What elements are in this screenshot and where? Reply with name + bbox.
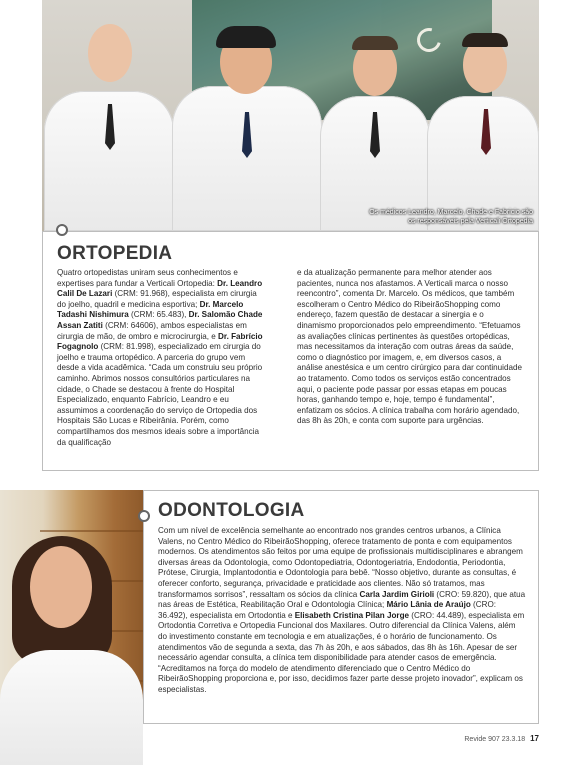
doctors-photo xyxy=(42,0,539,231)
text-run: (CRM: 81.998), especializado em cirurgia do joelho e trauma ortopédico. A parceria do grupo vem desde a vida acadêmica. “Cada um construiu seu próprio caminho. Abrimos nossos consultórios particulares na cidade, o Chade se destacou à frente do Hospital Especializado, enquanto Fabrício, Leandro e eu assumimos a coordenação do serviço de Ortopedia dos Hospitais São Lucas e Ribeirânia. Porém, como compartilhamos dos mesmos ideais sobre a importância da qualificação xyxy=(57,342,263,447)
text-run: (CRO: 44.489), especialista em Ortodontia Corretiva e Ortopedia Funcional dos Maxilares. Outro diferencial da Clínica Valens, além do investimento constante em tecnologia e em atualizações, é o horário de funcionamento. Os atendimentos vão de segunda a sexta, das 7h às 20h, e aos sábados, das 8h às 16h. Apesar de ser necessário agendar consulta, a clínica tem disponibilidade para atender casos de emergência. “Acreditamos na força do modelo de atendimento diferenciado que o Centro Médico do RibeirãoShopping proporciona e, por isso, decidimos fazer parte desse projeto inovador”, explicam os especialistas. xyxy=(158,610,525,694)
text-run: (CRO: 59.820), que atua nas áreas de Estética, Reabilitação Oral e Odontologia Clínica; xyxy=(158,589,526,610)
dentist-photo xyxy=(0,490,143,765)
section-title: ORTOPEDIA xyxy=(57,243,173,264)
text-run: (CRM: 91.968), especialista em cirurgia do joelho, quadril e medicina esportiva; xyxy=(57,289,257,309)
odontologia-section xyxy=(143,490,539,724)
text-run: (CRO: 36.492), especialista em Ortodontia e xyxy=(158,600,496,620)
article-body xyxy=(158,526,526,696)
doctor-name: Carla Jardim Girioli xyxy=(359,589,435,599)
ortopedia-section xyxy=(42,231,539,471)
section-marker-icon xyxy=(56,224,68,236)
photo-caption: Os médicos Leandro, Marcelo, Chade e Fabricio são os responsáveis pela Verticali Ortopedia xyxy=(369,209,533,225)
text-run: (CRM: 65.483), xyxy=(128,310,189,320)
text-run: Com um nível de excelência semelhante ao encontrado nos grandes centros urbanos, a Clínica Valens, no Centro Médico do RibeirãoShopping, oferece tratamento de ponta e com equipamentos modernos. Os atendimentos são feitos por uma equipe de profissionais multidisciplinares e abrangem diversas áreas da Odontologia, como Odontopediatria, Odontogeriatria, Endodontia, Periodontia, Prótese, Cirurgia, Implantodontia e Odontologia para bebê. “Nosso objetivo, durante as consultas, é oferecer conforto, segurança, privacidade e praticidade aos clientes. Não só tratamos, mas transformamos sorrisos”, ressaltam os sócios da clínica xyxy=(158,526,523,599)
doctor-name: Dr. Salomão Chade Assan Zatiti xyxy=(57,310,263,330)
doctor-name: Dr. Fabrício Fogagnolo xyxy=(57,331,263,352)
text-run: (CRM: 64606), ambos especialistas em cirurgia de mão, de ombro e microcirurgia, e xyxy=(57,320,247,341)
doctor-name: Dr. Marcelo Tadashi Nishimura xyxy=(57,299,244,320)
issue-label: Revide 907 23.3.18 xyxy=(464,736,526,743)
section-marker-icon xyxy=(138,510,150,522)
doctor-name: Mário Lânia de Araújo xyxy=(386,600,471,610)
doctor-name: Dr. Leandro Calil De Lazari xyxy=(57,278,263,299)
page-number: 17 xyxy=(530,734,539,743)
article-column-1 xyxy=(57,268,267,448)
text-run: Quatro ortopedistas uniram seus conhecimentos e expertises para fundar a Verticali Ortopedia: xyxy=(57,268,238,288)
page-footer xyxy=(464,734,539,743)
article-column-2 xyxy=(297,268,525,427)
text-run: e da atualização permanente para melhor atender aos pacientes, nunca nos afastamos. A Verticali marca o nosso reencontro”, comenta Dr. Marcelo. Os médicos, que também escolheram o Centro Médico do RibeirãoShopping como endereço, fazem questão de destacar a sinergia e o dinamismo proporcionados pelo empreendimento. “Efetuamos as avaliações clínicas pertinentes às questões ortopédicas, mas necessitamos da interação com outras áreas da saúde, como o diagnóstico por imagem, e, em diversos casos, a análise anestésica e um centro cirúrgico para dar continuidade ao tratamento. Como todos os serviços estão concentrados aqui, o paciente pode passar por essas etapas em poucas horas, ganhando tempo e, hoje, tempo é fundamental”, enfatizam os sócios. A clínica trabalha com horário agendado, das 8h às 20h, e conta com suporte para urgências. xyxy=(297,268,522,426)
section-title: ODONTOLOGIA xyxy=(158,500,305,521)
doctor-name: Elisabeth Cristina Pilan Jorge xyxy=(294,610,410,620)
